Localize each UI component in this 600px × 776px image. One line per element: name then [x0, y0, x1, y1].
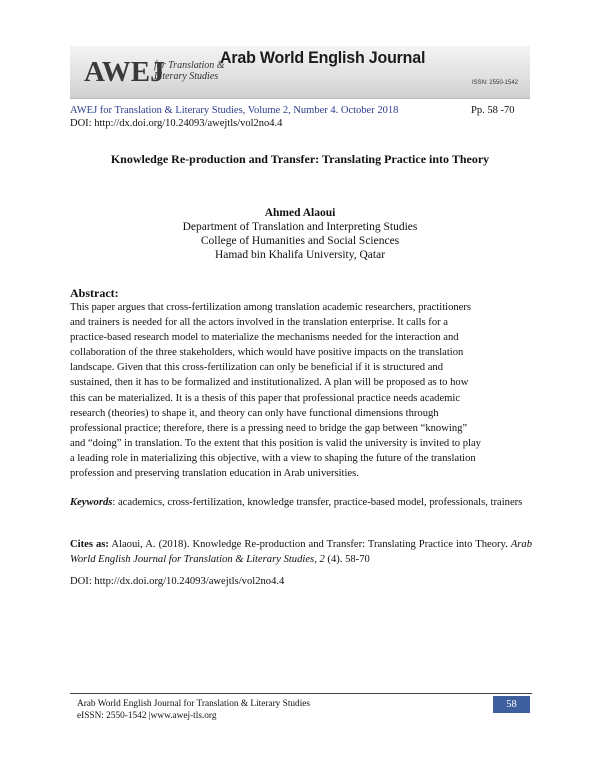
keywords-text: : academics, cross-fertilization, knowledge transfer, practice-based model, professionals, trainers — [112, 497, 523, 508]
abstract-line: collaboration of the three stakeholders, which would have positive impacts on the translation — [70, 347, 464, 359]
paper-title: Knowledge Re-production and Transfer: Translating Practice into Theory — [110, 152, 490, 166]
cites-volume: 2 — [319, 554, 325, 565]
awej-logo: AWEJ — [84, 56, 165, 88]
abstract-line: practice-based research model to materialize the mechanisms needed for the interaction and — [70, 332, 459, 344]
keywords-label: Keywords — [70, 497, 113, 508]
abstract-line: profession and preserving translation education in Arab universities. — [70, 468, 359, 480]
author-block — [0, 206, 600, 262]
page-range: Pp. 58 -70 — [471, 105, 515, 116]
cites-issue-pages: (4). 58-70 — [324, 554, 370, 565]
abstract-body — [70, 300, 532, 481]
abstract-line: landscape. Given that this cross-fertilization can only be beneficial if it is structured and — [70, 362, 444, 374]
cites-label: Cites as: — [70, 539, 109, 550]
journal-masthead — [70, 46, 530, 99]
masthead-issn: ISSN: 2550-1542 — [471, 80, 518, 86]
author-name: Ahmed Alaoui — [264, 207, 336, 219]
page-number-badge: 58 — [493, 696, 530, 713]
abstract-line: and “doing” in translation. To the extent that this position is valid the university is invited to play — [70, 437, 481, 449]
citation — [70, 537, 532, 567]
footer-divider — [70, 693, 532, 694]
cites-journal: Arab World English Journal for Translation & Literary Studies — [70, 539, 532, 565]
abstract-line: and trainers is needed for all the actors involved in the translation enterprise. It calls for a — [70, 317, 449, 329]
footer-issn-site[interactable]: eISSN: 2550-1542 |www.awej-tls.org — [77, 710, 217, 721]
journal-citation-line: AWEJ for Translation & Literary Studies, Volume 2, Number 4. October 2018 — [70, 105, 399, 116]
logo-subtitle: for Translation & Literary Studies — [154, 60, 225, 82]
abstract-heading: Abstract: — [70, 286, 119, 300]
abstract-line: This paper argues that cross-fertilization among translation academic researchers, practitioners — [70, 302, 472, 313]
abstract-line: sustained, then it has to be formalized and institutionalized. A plan will be proposed as to how — [70, 377, 469, 389]
footer-text — [77, 699, 310, 722]
abstract-line: this can be materialized. It is a thesis of this paper that professional practice needs academic — [70, 392, 461, 404]
author-college: College of Humanities and Social Sciences — [200, 235, 400, 247]
footer-journal: Arab World English Journal for Translation & Literary Studies — [77, 699, 311, 709]
header-doi[interactable]: DOI: http://dx.doi.org/10.24093/awejtls/vol2no4.4 — [70, 118, 283, 129]
journal-name: Arab World English Journal — [220, 49, 426, 68]
cites-text: Alaoui, A. (2018). Knowledge Re-production and Transfer: Translating Practice into Theory. — [108, 539, 511, 550]
abstract-line: a leading role in materializing this objective, with a view to shaping the future of the translation — [70, 452, 476, 464]
author-department: Department of Translation and Interpreting Studies — [182, 221, 418, 233]
keywords — [70, 495, 532, 510]
article-doi[interactable]: DOI: http://dx.doi.org/10.24093/awejtls/vol2no4.4 — [70, 576, 285, 587]
cites-sep: , — [314, 554, 320, 565]
author-university: Hamad bin Khalifa University, Qatar — [214, 249, 386, 261]
abstract-line: research (theories) to shape it, and theory can only have functional dimensions through — [70, 407, 439, 419]
abstract-line: professional practice; therefore, there is a pressing need to bridge the gap between “knowing” — [70, 422, 468, 434]
